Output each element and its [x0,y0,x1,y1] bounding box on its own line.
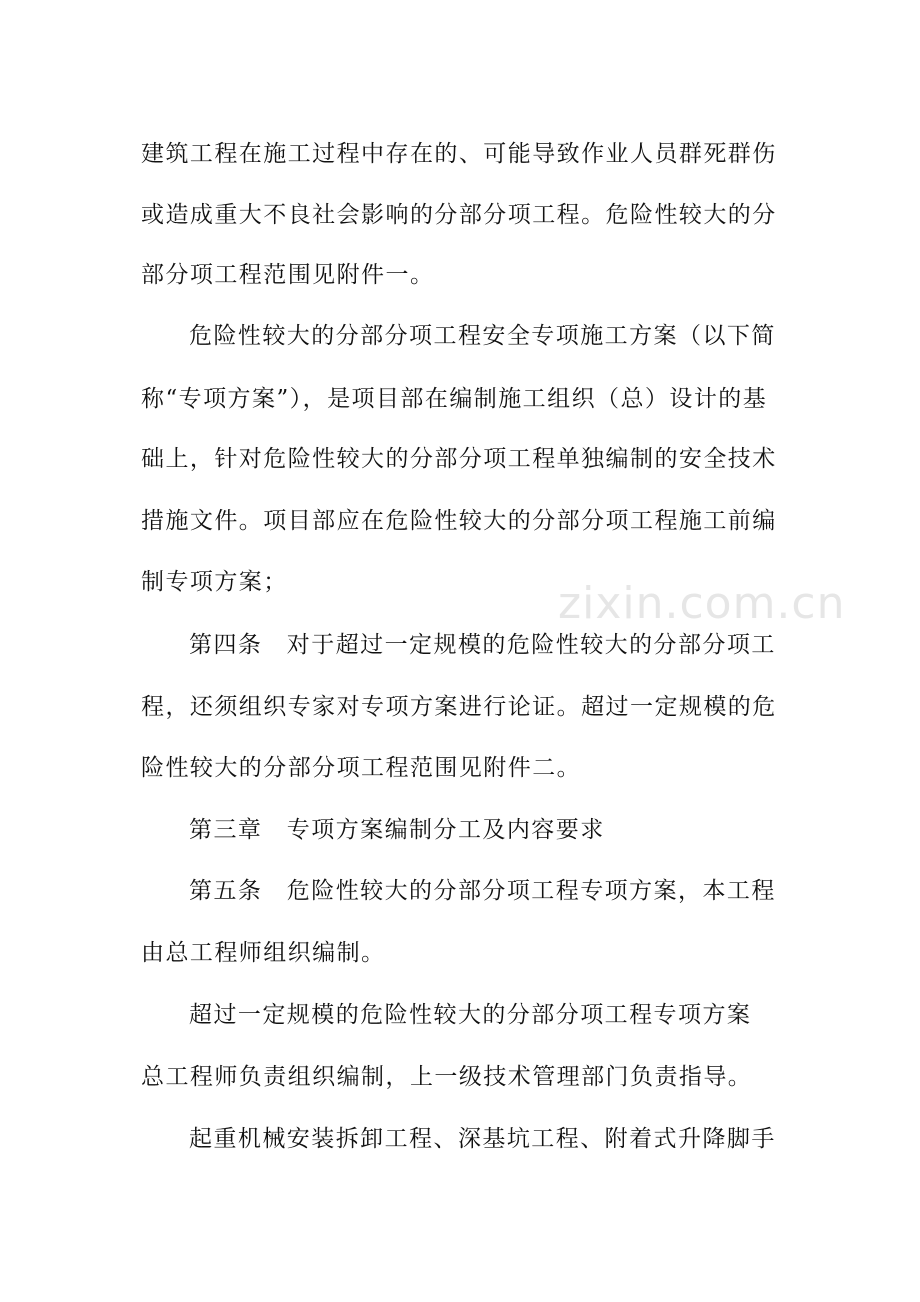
paragraph-start: 超过一定规模的危险性较大的分部分项工程专项方案 [189,1002,752,1028]
text-line: 或造成重大不良社会影响的分部分项工程。危险性较大的分 [141,202,777,228]
text-line: 险性较大的分部分项工程范围见附件二。 [141,755,582,781]
paragraph-start: 危险性较大的分部分项工程安全专项施工方案（以下简 [189,323,776,349]
text-line: 程，还须组织专家对专项方案进行论证。超过一定规模的危 [141,694,777,720]
text-line: 由总工程师组织编制。 [141,940,386,966]
article-4: 第四条 对于超过一定规模的危险性较大的分部分项工 [189,632,776,658]
text-line: 建筑工程在施工过程中存在的、可能导致作业人员群死群伤 [141,141,777,167]
text-line: 部分项工程范围见附件一。 [141,262,435,288]
watermark: zixin.com.cn [558,578,846,629]
text-line: 制专项方案； [141,569,288,595]
text-line: 总工程师负责组织编制，上一级技术管理部门负责指导。 [141,1064,753,1090]
text-line: 础上，针对危险性较大的分部分项工程单独编制的安全技术 [141,446,777,472]
text-line: 称“专项方案”），是项目部在编制施工组织（总）设计的基 [141,386,768,412]
text-line: 措施文件。项目部应在危险性较大的分部分项工程施工前编 [141,508,777,534]
paragraph-start: 起重机械安装拆卸工程、深基坑工程、附着式升降脚手 [189,1126,776,1152]
article-5: 第五条 危险性较大的分部分项工程专项方案，本工程 [189,878,776,904]
chapter-3-heading: 第三章 专项方案编制分工及内容要求 [189,817,605,843]
